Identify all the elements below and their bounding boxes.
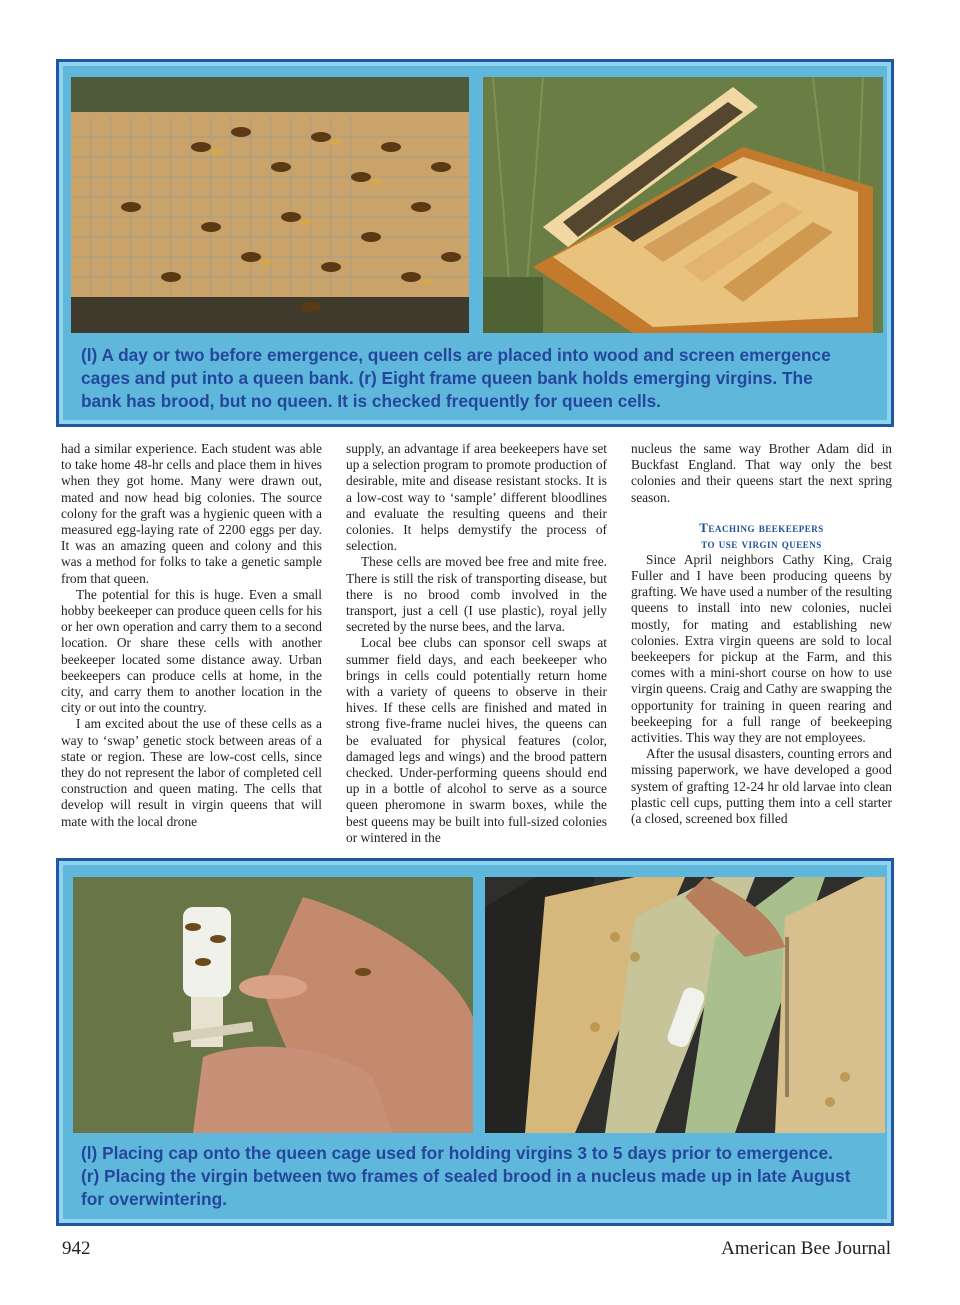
caption-line: (r) Placing the virgin between two frames of sealed brood in a nucleus made up in late August — [81, 1166, 851, 1186]
top-figure-caption — [81, 344, 877, 413]
paragraph: nucleus the same way Brother Adam did in Buckfast England. That way only the best colonies and their queens start the next spring season. — [631, 441, 892, 505]
virgin-placement-photo — [485, 877, 885, 1133]
paragraph: The potential for this is huge. Even a small hobby beekeeper can produce queen cells for his or her own operation and carry them to a second location. Or share these cells with another beekeeper located some distance away. Urban beekeepers can produce cells at home, in the city, and carry them to another location in the city or out into the country. — [61, 586, 322, 716]
paragraph: had a similar experience. Each student was able to take home 48-hr cells and place them in hives when they got home. Many were drawn out, mated and now head big colonies. The source colony for the graft was a hygienic queen with a measured egg-laying rate of 2200 eggs per day. It was an amazing queen and colony and this was a method for folks to take a genetic sample from that queen. — [61, 441, 322, 586]
paragraph: supply, an advantage if area beekeepers have set up a selection program to promote production of desirable, mite and disease resistant stocks. It is a low-cost way to ‘sample’ different bloodlines and evaluate the resulting queens and their colonies. It helps demystify the process of selection. — [346, 441, 607, 554]
publication-name: American Bee Journal — [721, 1238, 891, 1259]
caption-line: bank has brood, but no queen. It is checked frequently for queen cells. — [81, 391, 661, 411]
page-number: 942 — [62, 1238, 91, 1259]
queen-cage-cap-photo — [73, 877, 473, 1133]
emergence-cages-photo — [71, 77, 469, 333]
paragraph: Local bee clubs can sponsor cell swaps at summer field days, and each beekeeper who brings in cells could potentially return home with a variety of queens to observe in their hives. If these cells are finished and mated in strong five-frame nuclei hives, the queens can be evaluated for physical features (color, damaged legs and wings) and the brood pattern checked. Under-performing queens should end up in a bottle of alcohol to serve as a source queen pheromone in swarm boxes, while the best queens may be built into full-sized colonies or wintered in the — [346, 635, 607, 845]
article-body — [61, 441, 893, 846]
bottom-figure — [56, 858, 894, 1226]
section-heading-line: Teaching beekeepers — [699, 519, 824, 535]
paragraph: These cells are moved bee free and mite free. There is still the risk of transporting disease, but there is no brood comb involved in the transport, just a cell (I use plastic), royal jelly secreted by the nurse bees, and the larva. — [346, 554, 607, 635]
caption-line: cages and put into a queen bank. (r) Eight frame queen bank holds emerging virgins. The — [81, 368, 813, 388]
top-figure — [56, 59, 894, 427]
section-heading — [631, 520, 892, 552]
paragraph: After the ususal disasters, counting errors and missing paperwork, we have developed a good system of grafting 12-24 hr old larvae into clean plastic cell cups, putting them into a cell starter (a closed, screened box filled — [631, 746, 892, 827]
caption-line: (l) Placing cap onto the queen cage used for holding virgins 3 to 5 days prior to emergence. — [81, 1143, 833, 1163]
caption-line: (l) A day or two before emergence, queen cells are placed into wood and screen emergence — [81, 345, 831, 365]
column-2 — [346, 441, 607, 846]
column-1 — [61, 441, 322, 830]
queen-bank-photo — [483, 77, 883, 333]
column-3 — [631, 441, 892, 827]
paragraph: Since April neighbors Cathy King, Craig Fuller and I have been producing queens by grafting. We have used a number of the resulting queens to install into new colonies, nuclei mostly, for mating and establishing new colonies. Extra virgin queens are sold to local beekeepers for pickup at the Farm, and this comes with a mini-short course on how to use virgin queens. Craig and Cathy are swapping the opportunity for training in queen rearing and beekeeping for a full range of beekeeping activities. This way they are not employees. — [631, 551, 892, 746]
bottom-figure-caption — [81, 1142, 877, 1211]
paragraph: I am excited about the use of these cells as a way to ‘swap’ genetic stock between areas of a state or region. These are low-cost cells, since they do not represent the labor of completed cell construction and queen mating. The cells that develop will result in virgin queens that will mate with the local drone — [61, 716, 322, 829]
caption-line: for overwintering. — [81, 1189, 227, 1209]
section-heading-line: to use virgin queens — [701, 535, 822, 551]
